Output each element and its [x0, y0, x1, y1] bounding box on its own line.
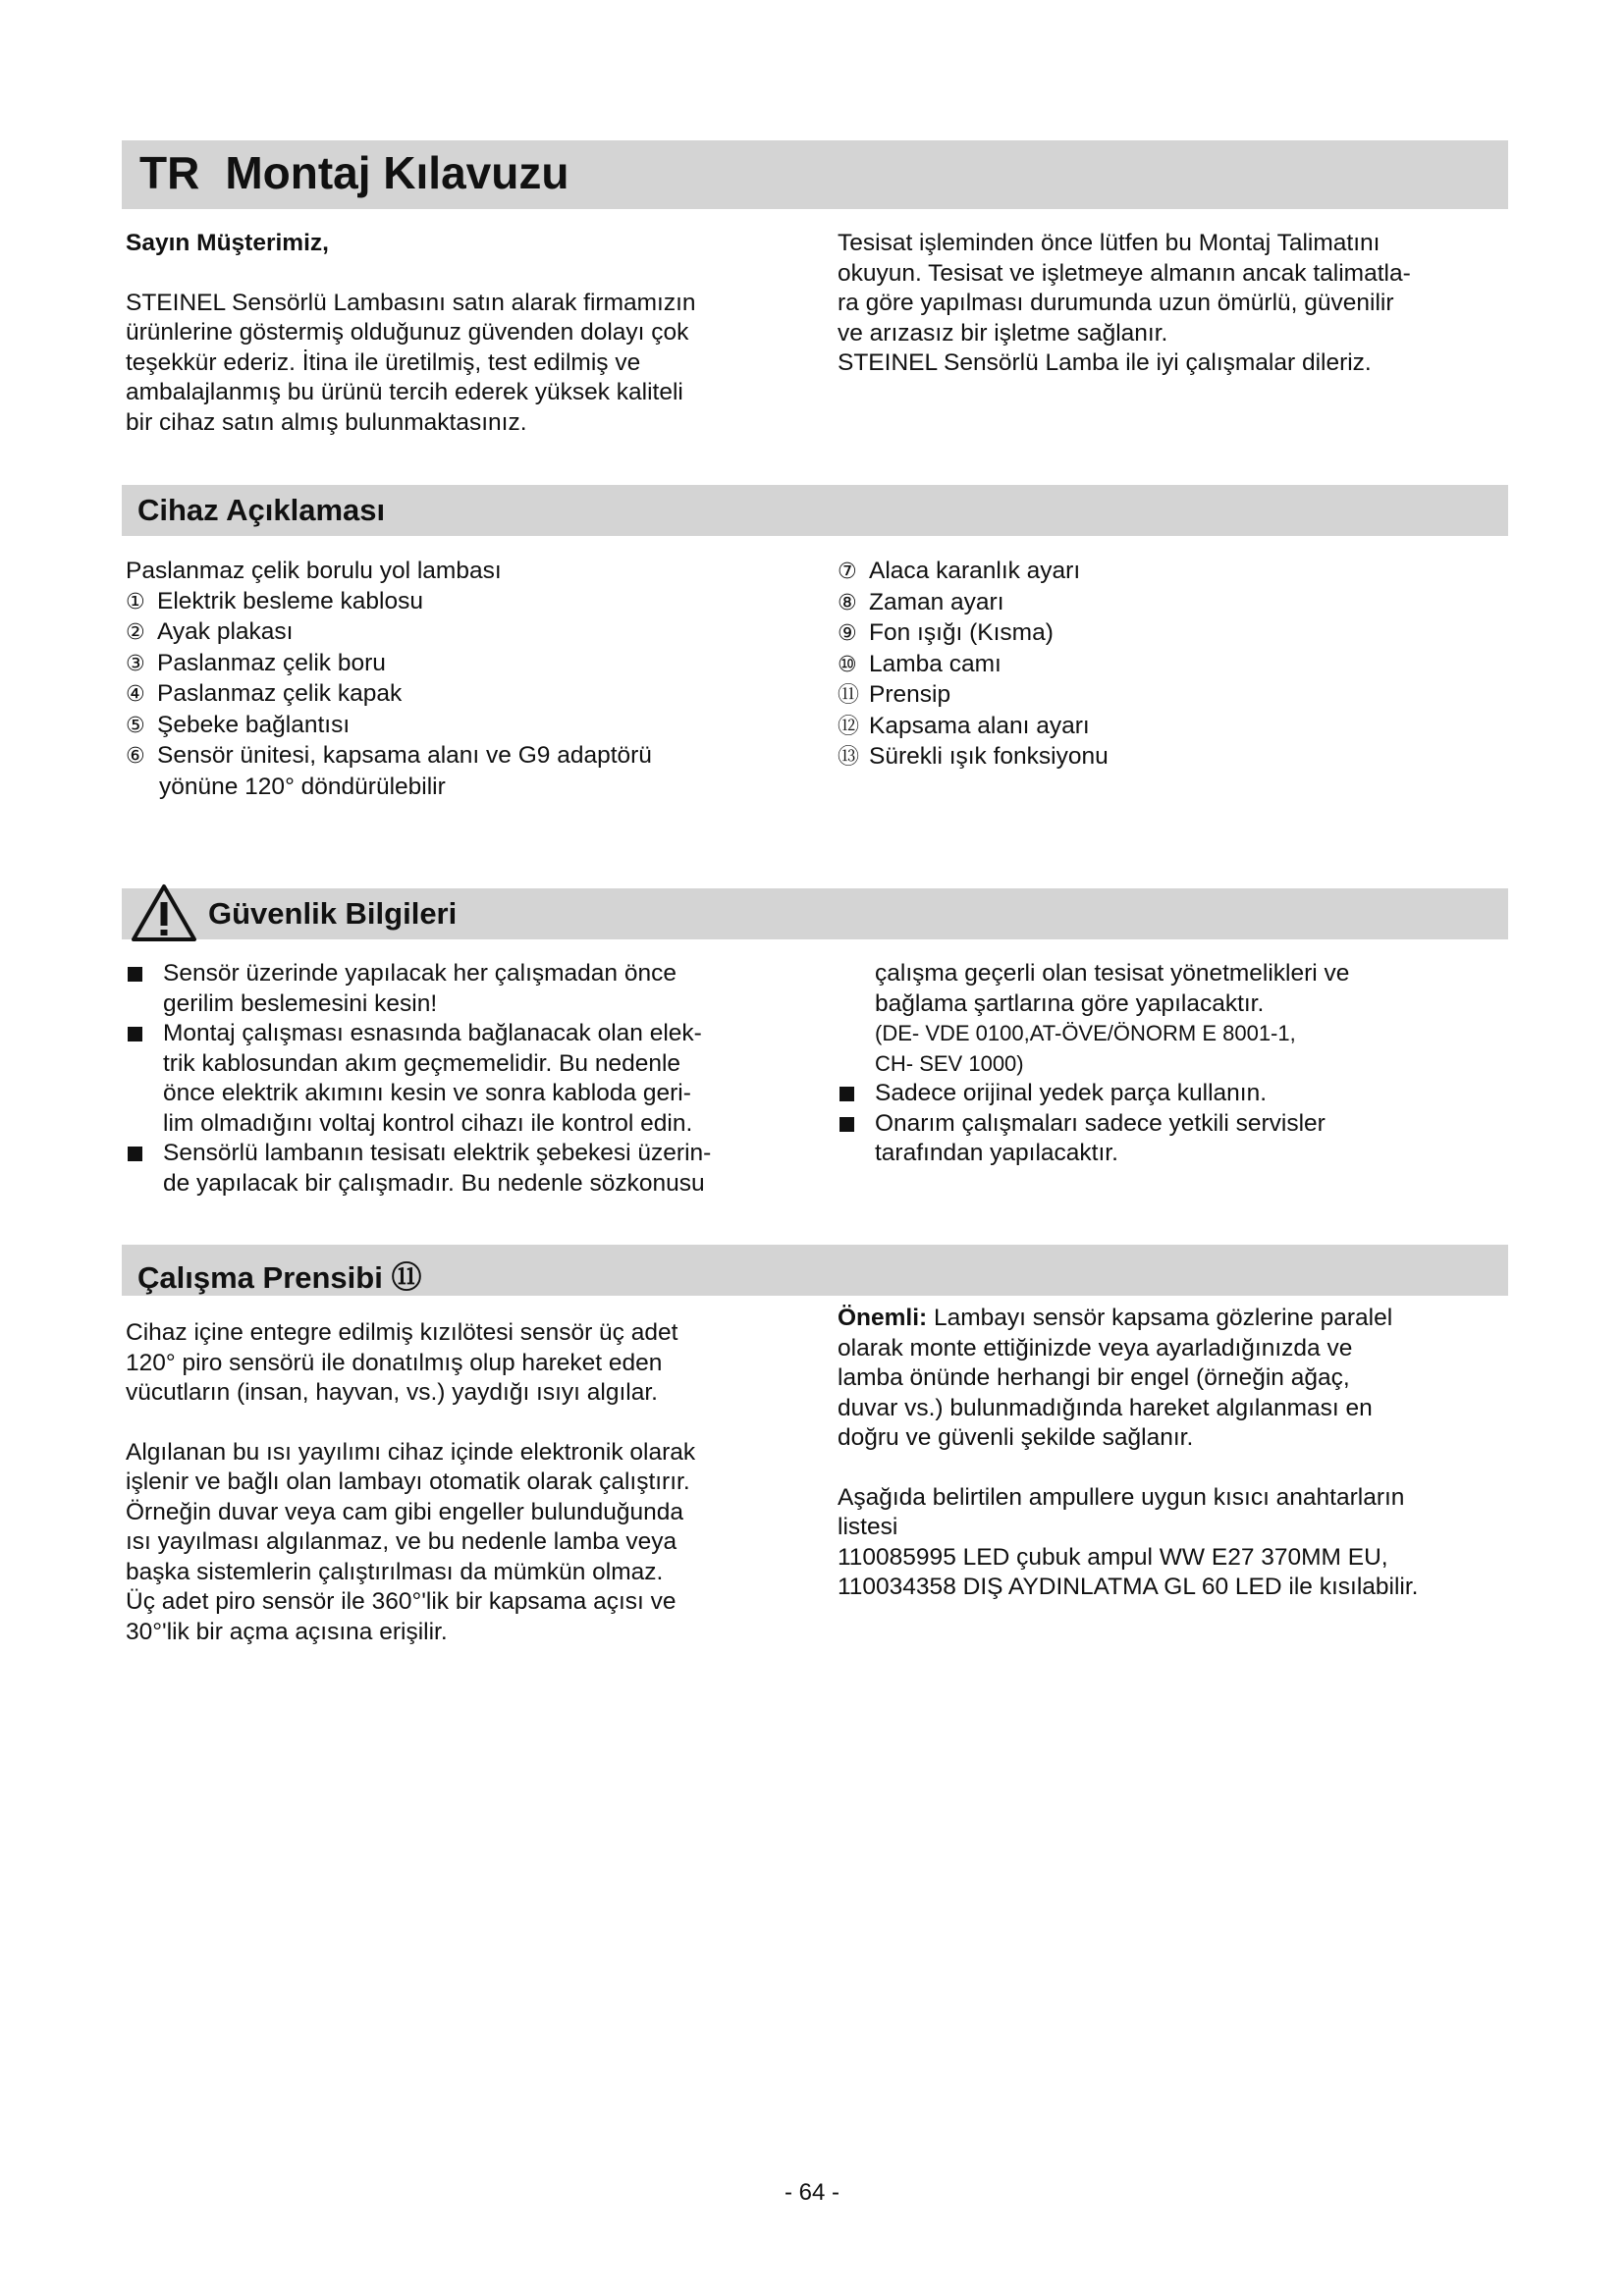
- greeting: Sayın Müşterimiz,: [126, 230, 329, 256]
- text-line: Tesisat işleminden önce lütfen bu Montaj Talimatını: [838, 230, 1380, 256]
- list-item: ⑩ Lamba camı: [838, 650, 1001, 677]
- important-label: Önemli:: [838, 1305, 928, 1331]
- device-section-bar: [122, 485, 1508, 536]
- list-item: ⑥ Sensör ünitesi, kapsama alanı ve G9 adaptörü: [126, 742, 652, 769]
- norm-references: CH- SEV 1000): [875, 1050, 1024, 1076]
- norm-references: (DE- VDE 0100,AT-ÖVE/ÖNORM E 8001-1,: [875, 1021, 1296, 1045]
- safety-left: [126, 959, 793, 1199]
- device-list-right: [838, 557, 1515, 774]
- page-title: TR Montaj Kılavuzu: [139, 147, 569, 198]
- intro-left: [126, 229, 793, 438]
- warning-triangle-icon: [130, 882, 198, 943]
- list-item: ⑤ Şebeke bağlantısı: [126, 711, 351, 738]
- bullet-item: Onarım çalışmaları sadece yetkili servisler tarafından yapılacaktır.: [838, 1109, 1515, 1169]
- device-list-left: [126, 557, 793, 802]
- text-line: STEINEL Sensörlü Lamba ile iyi çalışmalar dileriz.: [838, 349, 1372, 376]
- text-line: okuyun. Tesisat ve işletmeye almanın ancak talimatla-: [838, 259, 1411, 287]
- list-item: ④ Paslanmaz çelik kapak: [126, 680, 403, 707]
- list-item: ⑧ Zaman ayarı: [838, 588, 1004, 615]
- principle-right: Önemli: Lambayı sensör kapsama gözlerine paralel olarak monte ettiğinizde veya ayarladığınızda ve lamba önünde herhangi bir engel (örneğin ağaç, duvar vs.) bulunmadığında hareket algılanması en doğru ve güvenli şekilde sağlanır. Aşağıda belirtilen ampullere uygun kısıcı anahtarların listesi 110085995 LED çubuk ampul WW E27 370MM EU, 110034358 DIŞ AYDINLATMA GL 60 LED ile kısılabilir.: [838, 1305, 1419, 1600]
- section-heading: Cihaz Açıklaması: [137, 493, 386, 527]
- text-line: ra göre yapılması durumunda uzun ömürlü, güvenilir: [838, 290, 1394, 316]
- list-item: ⑦ Alaca karanlık ayarı: [838, 558, 1081, 584]
- bullet-continuation: çalışma geçerli olan tesisat yönetmelikleri ve bağlama şartlarına göre yapılacaktır. (DE- VDE 0100,AT-ÖVE/ÖNORM E 8001-1, CH- SEV 1000): [838, 959, 1515, 1079]
- list-item: ⑫ Kapsama alanı ayarı: [838, 712, 1090, 739]
- device-subtitle: Paslanmaz çelik borulu yol lambası: [126, 558, 502, 584]
- list-item: ③ Paslanmaz çelik boru: [126, 649, 386, 676]
- text-line: ve arızasız bir işletme sağlanır.: [838, 319, 1168, 347]
- bullet-item: Montaj çalışması esnasında bağlanacak olan elek- trik kablosundan akım geçmemelidir. Bu nedenle önce elektrik akımını kesin ve sonra kabloda geri- lim olmadığını voltaj kontrol cihazı ile kontrol edin.: [126, 1019, 793, 1139]
- safety-section-bar: [122, 888, 1508, 939]
- bullet-item: Sadece orijinal yedek parça kullanın.: [838, 1079, 1515, 1109]
- list-item: ⑪ Prensip: [838, 681, 951, 708]
- principle-left: Cihaz içine entegre edilmiş kızılötesi sensör üç adet 120° piro sensörü ile donatılmış olup hareket eden vücutların (insan, hayvan, vs.) yaydığı ısıyı algılar. Algılanan bu ısı yayılımı cihaz içinde elektronik olarak işlenir ve bağlı olan lambayı otomatik olarak çalıştırır. Örneğin duvar veya cam gibi engeller bulunduğunda ısı yayılması algılanmaz, ve bu nedenle lamba veya başka sistemlerin çalıştırılması da mümkün olmaz. Üç adet piro sensör ile 360°'lik bir kapsama açısı ve 30°'lik bir açma açısına erişilir.: [126, 1319, 696, 1645]
- title-bar: [122, 140, 1508, 209]
- text-line: bir cihaz satın almış bulunmaktasınız.: [126, 408, 527, 436]
- principle-section-bar: [122, 1245, 1508, 1296]
- text-line: STEINEL Sensörlü Lambasını satın alarak firmamızın: [126, 289, 696, 316]
- text-line: ürünlerine göstermiş olduğunuz güvenden dolayı çok: [126, 319, 689, 346]
- intro-right: [838, 229, 1515, 379]
- bullet-item: Sensör üzerinde yapılacak her çalışmadan önce gerilim beslemesini kesin!: [126, 959, 793, 1019]
- text-line: ambalajlanmış bu ürünü tercih ederek yüksek kaliteli: [126, 379, 683, 405]
- list-item: ⑨ Fon ışığı (Kısma): [838, 619, 1054, 646]
- list-item: ① Elektrik besleme kablosu: [126, 587, 423, 614]
- section-heading: Çalışma Prensibi ⑪: [137, 1260, 422, 1295]
- list-item-continuation: yönüne 120° döndürülebilir: [159, 773, 446, 800]
- bullet-item: Sensörlü lambanın tesisatı elektrik şebekesi üzerin- de yapılacak bir çalışmadır. Bu nedenle sözkonusu: [126, 1139, 793, 1199]
- section-heading: Güvenlik Bilgileri: [208, 896, 458, 931]
- page-number: - 64 -: [784, 2179, 839, 2206]
- safety-right: [838, 959, 1515, 1169]
- text-line: teşekkür ederiz. İtina ile üretilmiş, test edilmiş ve: [126, 348, 641, 376]
- list-item: ⑬ Sürekli ışık fonksiyonu: [838, 743, 1109, 770]
- list-item: ② Ayak plakası: [126, 618, 294, 645]
